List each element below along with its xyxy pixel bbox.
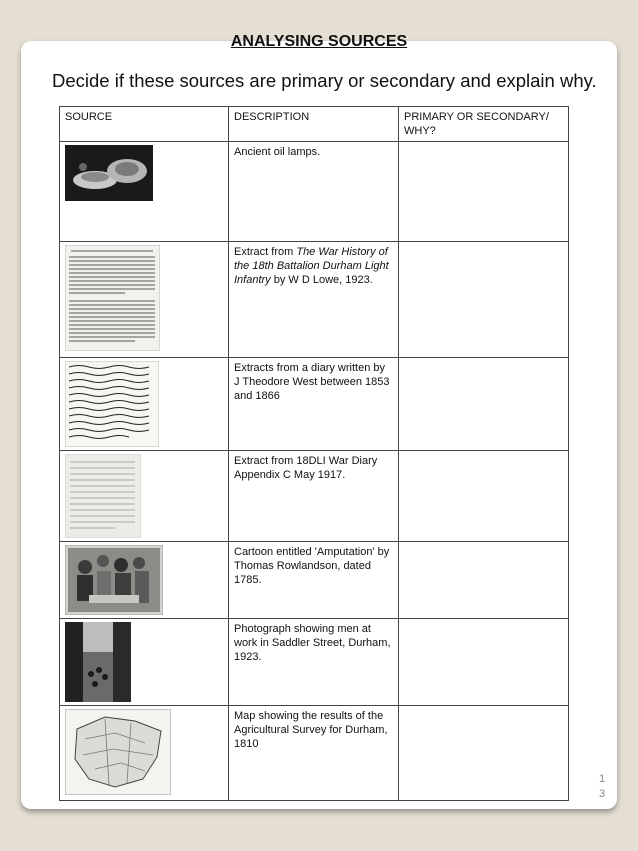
description-cell: Photograph showing men at work in Saddler Street, Durham, 1923. bbox=[229, 619, 399, 706]
source-cell bbox=[60, 358, 229, 451]
page-title: ANALYSING SOURCES bbox=[230, 33, 408, 50]
saddler-street-photo bbox=[65, 622, 131, 702]
table-row bbox=[60, 451, 569, 542]
source-cell bbox=[60, 706, 229, 801]
header-primary-secondary: PRIMARY OR SECONDARY/ WHY? bbox=[399, 107, 569, 142]
agricultural-survey-map bbox=[65, 709, 171, 795]
sources-table bbox=[59, 106, 569, 801]
page-number: 1 3 bbox=[598, 773, 606, 800]
table-row bbox=[60, 706, 569, 801]
table-row bbox=[60, 142, 569, 242]
instructions: Decide if these sources are primary or secondary and explain why. bbox=[52, 70, 597, 91]
amputation-cartoon bbox=[65, 545, 163, 615]
answer-cell[interactable] bbox=[399, 142, 569, 242]
handwritten-diary-page bbox=[65, 361, 159, 447]
table-row bbox=[60, 542, 569, 619]
table-row bbox=[60, 242, 569, 358]
header-source: SOURCE bbox=[60, 107, 229, 142]
source-cell bbox=[60, 542, 229, 619]
description-cell: Cartoon entitled 'Amputation' by Thomas Rowlandson, dated 1785. bbox=[229, 542, 399, 619]
answer-cell[interactable] bbox=[399, 358, 569, 451]
table-row bbox=[60, 619, 569, 706]
source-cell bbox=[60, 242, 229, 358]
answer-cell[interactable] bbox=[399, 706, 569, 801]
answer-cell[interactable] bbox=[399, 451, 569, 542]
header-description: DESCRIPTION bbox=[229, 107, 399, 142]
answer-cell[interactable] bbox=[399, 542, 569, 619]
war-history-text-extract bbox=[65, 245, 160, 351]
source-cell bbox=[60, 451, 229, 542]
source-cell bbox=[60, 619, 229, 706]
description-cell: Extracts from a diary written by J Theodore West between 1853 and 1866 bbox=[229, 358, 399, 451]
source-cell bbox=[60, 142, 229, 242]
description-cell: Extract from The War History of the 18th Battalion Durham Light Infantry by W D Lowe, 1923. bbox=[229, 242, 399, 358]
description-cell: Extract from 18DLI War Diary Appendix C May 1917. bbox=[229, 451, 399, 542]
table-row bbox=[60, 358, 569, 451]
table-header-row bbox=[60, 107, 569, 142]
description-cell: Ancient oil lamps. bbox=[229, 142, 399, 242]
oil-lamps-photo bbox=[65, 145, 153, 201]
answer-cell[interactable] bbox=[399, 619, 569, 706]
war-diary-page bbox=[65, 454, 141, 538]
answer-cell[interactable] bbox=[399, 242, 569, 358]
description-cell: Map showing the results of the Agricultural Survey for Durham, 1810 bbox=[229, 706, 399, 801]
